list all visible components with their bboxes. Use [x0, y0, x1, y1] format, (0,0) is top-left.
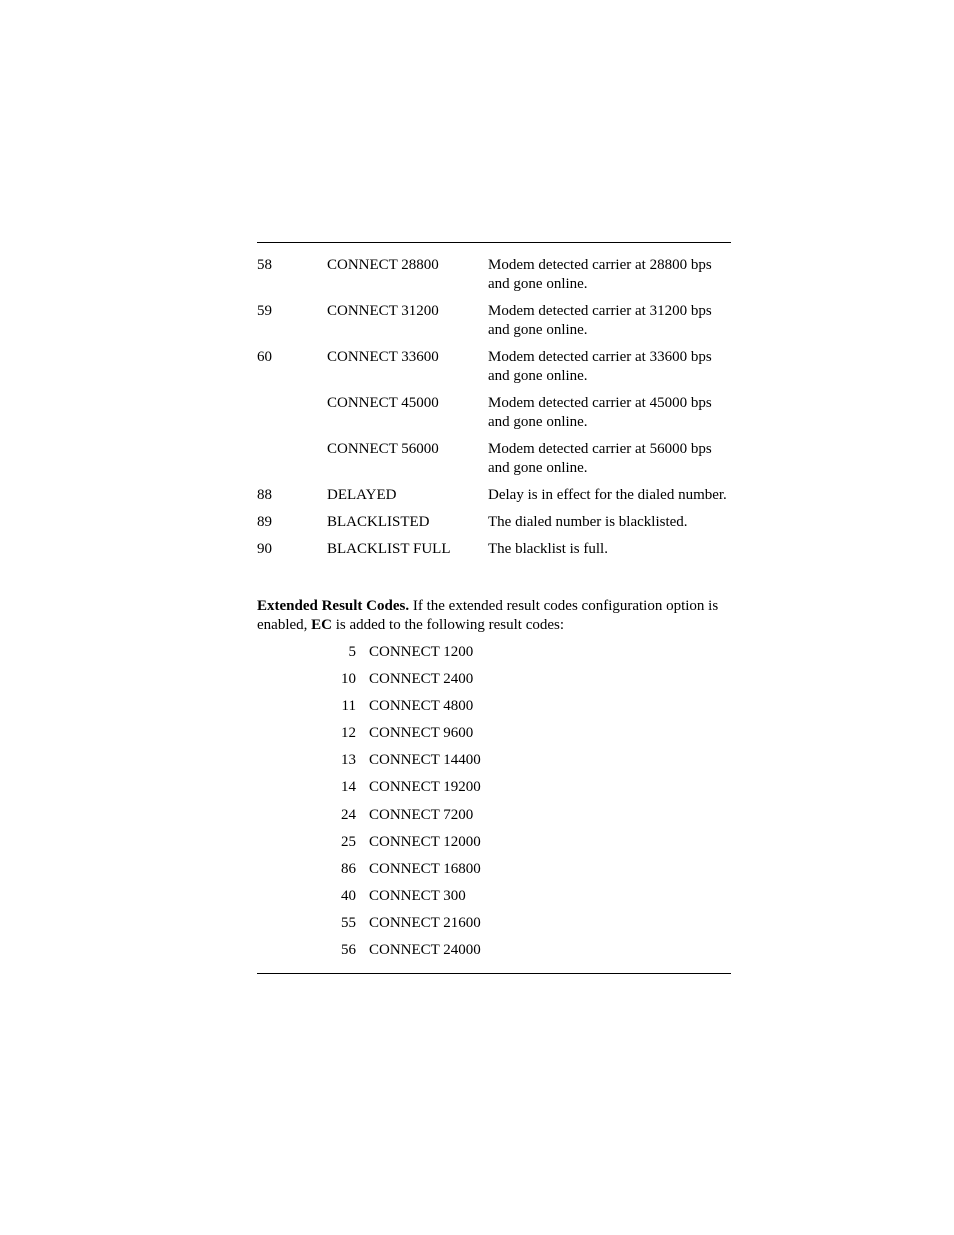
list-item — [257, 751, 731, 770]
extended-text-before: If the extended result codes configuration option is enabled, — [257, 598, 719, 633]
table-row — [257, 348, 731, 386]
table-row — [257, 302, 731, 340]
extended-code-message: CONNECT 19200 — [369, 779, 481, 796]
result-code-message: CONNECT 56000 — [327, 441, 439, 457]
result-code-message: BLACKLISTED — [327, 514, 430, 530]
result-code-description: Modem detected carrier at 45000 bps and gone online. — [488, 395, 712, 430]
table-row — [257, 256, 731, 294]
result-code-description: Delay is in effect for the dialed number. — [488, 487, 727, 503]
extended-code-number: 25 — [341, 833, 356, 850]
result-code-description: The dialed number is blacklisted. — [488, 514, 688, 530]
result-code-message: BLACKLIST FULL — [327, 541, 451, 557]
extended-code-number: 13 — [341, 752, 356, 769]
result-code-message: CONNECT 31200 — [327, 303, 439, 319]
list-item — [257, 806, 731, 825]
result-code-number: 60 — [257, 349, 272, 365]
extended-code-number: 40 — [341, 887, 356, 904]
extended-code-message: CONNECT 7200 — [369, 806, 474, 823]
result-code-description: Modem detected carrier at 33600 bps and gone online. — [488, 349, 712, 384]
extended-code-message: CONNECT 300 — [369, 887, 466, 904]
extended-code-message: CONNECT 14400 — [369, 752, 481, 769]
extended-heading: Extended Result Codes. — [257, 598, 410, 614]
extended-code-number: 11 — [341, 698, 356, 715]
result-code-message: DELAYED — [327, 487, 397, 503]
list-item — [257, 778, 731, 797]
list-item — [257, 643, 731, 662]
extended-code-number: 56 — [341, 942, 356, 959]
extended-code-number: 55 — [341, 914, 356, 931]
extended-code-number: 86 — [341, 860, 356, 877]
extended-result-codes-paragraph — [257, 597, 731, 635]
extended-code-message: CONNECT 9600 — [369, 725, 474, 742]
extended-code-message: CONNECT 24000 — [369, 942, 481, 959]
extended-code-message: CONNECT 12000 — [369, 833, 481, 850]
result-code-number: 89 — [257, 514, 272, 530]
result-code-description: The blacklist is full. — [488, 541, 608, 557]
top-rule — [257, 242, 731, 243]
list-item — [257, 833, 731, 852]
extended-code-message: CONNECT 4800 — [369, 698, 474, 715]
result-code-description: Modem detected carrier at 56000 bps and gone online. — [488, 441, 712, 476]
result-code-message: CONNECT 28800 — [327, 257, 439, 273]
extended-code-number: 5 — [348, 644, 356, 660]
extended-code-number: 12 — [341, 725, 356, 742]
result-code-message: CONNECT 33600 — [327, 349, 439, 365]
list-item — [257, 670, 731, 689]
extended-code-message: CONNECT 16800 — [369, 860, 481, 877]
table-row — [257, 486, 731, 505]
ec-label: EC — [311, 617, 332, 633]
extended-code-message: CONNECT 21600 — [369, 914, 481, 931]
extended-code-number: 10 — [341, 671, 356, 688]
table-row — [257, 394, 731, 432]
extended-text-after: is added to the following result codes: — [331, 617, 565, 633]
list-item — [257, 887, 731, 906]
table-row — [257, 440, 731, 478]
result-code-number: 59 — [257, 303, 272, 319]
extended-code-number: 24 — [341, 806, 356, 823]
table-row — [257, 513, 731, 532]
result-code-number: 88 — [257, 487, 272, 503]
list-item — [257, 860, 731, 879]
list-item — [257, 697, 731, 716]
result-code-number: 58 — [257, 257, 272, 273]
extended-code-message: CONNECT 1200 — [369, 644, 474, 660]
result-codes-table — [257, 256, 731, 567]
list-item — [257, 941, 731, 960]
result-code-message: CONNECT 45000 — [327, 395, 439, 411]
table-row — [257, 540, 731, 559]
extended-code-message: CONNECT 2400 — [369, 671, 474, 688]
list-item — [257, 914, 731, 933]
extended-code-number: 14 — [341, 779, 356, 796]
bottom-rule — [257, 973, 731, 974]
result-code-number: 90 — [257, 541, 272, 557]
result-code-description: Modem detected carrier at 31200 bps and gone online. — [488, 303, 712, 338]
extended-codes-list — [257, 643, 731, 968]
list-item — [257, 724, 731, 743]
result-code-description: Modem detected carrier at 28800 bps and gone online. — [488, 257, 712, 292]
